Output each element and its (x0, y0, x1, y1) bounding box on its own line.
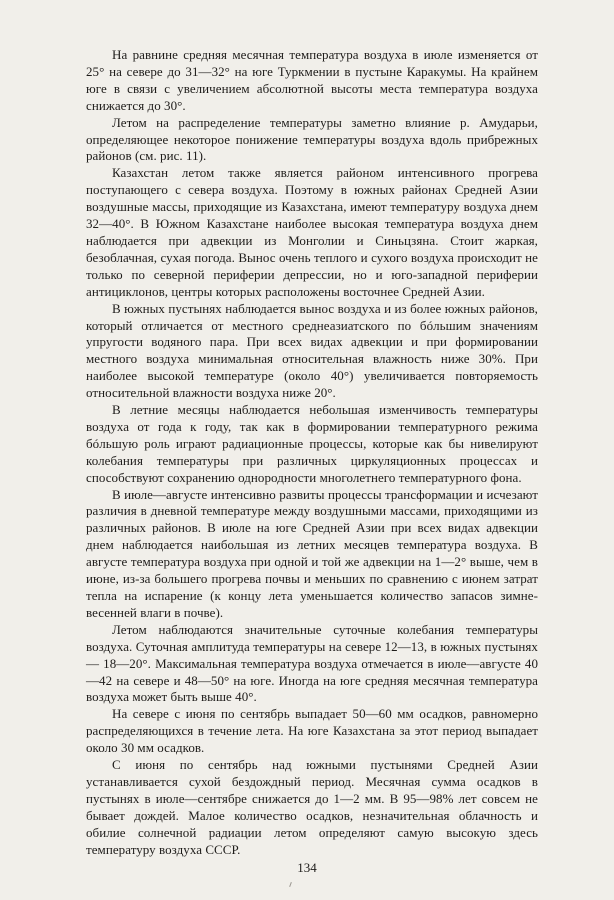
paragraph: С июня по сентябрь над южными пустынями Средней Азии устанавливается сухой бездождный период. Месячная сумма осадков в пустынях в июле—сентябре снижается до 1—2 мм. В 95—98% лет совсем не бывает дождей. Малое количество осадков, незначительная облачность и обилие солнечной радиации летом определяют самую высокую здесь температуру воздуха СССР. (86, 757, 538, 857)
page-number: 134 (297, 860, 317, 875)
paragraph: Казахстан летом также является районом интенсивного прогрева поступающего с севера воздуха. Поэтому в южных районах Средней Азии воздушные массы, приходящие из Казахстана, имеют температуру воздуха днем 32—40°. В Южном Казахстане наиболее высокая температура воздуха днем наблюдается при адвекции из Монголии и Синьцзяна. Стоит жаркая, безоблачная, сухая погода. Вынос очень теплого и сухого воздуха происходит не только по северной периферии депрессии, но и юго-западной периферии антициклонов, центры которых расположены восточнее Средней Азии. (86, 165, 538, 299)
paragraph: Летом на распределение температуры заметно влияние р. Амударьи, определяющее некоторое понижение температуры воздуха вдоль прибрежных районов (см. рис. 11). (86, 114, 538, 164)
body-text (86, 47, 538, 859)
paragraph: В летние месяцы наблюдается небольшая изменчивость температуры воздуха от года к году, так как в формировании температурного режима бóльшую роль играют радиационные процессы, которые как бы нивелируют колебания температуры при различных циркуляционных процессах и способствуют сохранению однородности многолетнего температурного фона. (86, 402, 538, 485)
scan-speck (289, 882, 292, 887)
paragraph: На равнине средняя месячная температура воздуха в июле изменяется от 25° на севере до 31—32° на юге Туркмении в пустыне Каракумы. На крайнем юге в связи с увеличением абсолютной высоты места температура воздуха снижается до 30°. (86, 47, 538, 113)
paragraph: На севере с июня по сентябрь выпадает 50—60 мм осадков, равномерно распределяющихся в течение лета. На юге Казахстана за этот период выпадает около 30 мм осадков. (86, 706, 538, 756)
paragraph: В южных пустынях наблюдается вынос воздуха и из более южных районов, который отличается от местного среднеазиатского по бóльшим значениям упругости водяного пара. При всех видах адвекции и при формировании местного воздуха минимальная относительная влажность ниже 30%. При наиболее высокой температуре (около 40°) увеличивается повторяемость относительной влажности воздуха ниже 20°. (86, 300, 538, 401)
paragraph: В июле—августе интенсивно развиты процессы трансформации и исчезают различия в дневной температуре между воздушными массами, приходящими из различных районов. В июле на юге Средней Азии при всех видах адвекции днем наблюдается наибольшая из летних месяцев температура воздуха. В августе температура воздуха при одной и той же адвекции на 1—2° выше, чем в июне, из-за большего прогрева почвы и меньших по сравнению с июнем затрат тепла на испарение (к концу лета уменьшается количество запасов зимне-весенней влаги в почве). (86, 486, 538, 620)
paragraph: Летом наблюдаются значительные суточные колебания температуры воздуха. Суточная амплитуда температуры на севере 12—13, в южных пустынях — 18—20°. Максимальная температура воздуха отмечается в июле—августе 40—42 на севере и 48—50° на юге. Иногда на юге средняя месячная температура воздуха может быть выше 40°. (86, 621, 538, 705)
